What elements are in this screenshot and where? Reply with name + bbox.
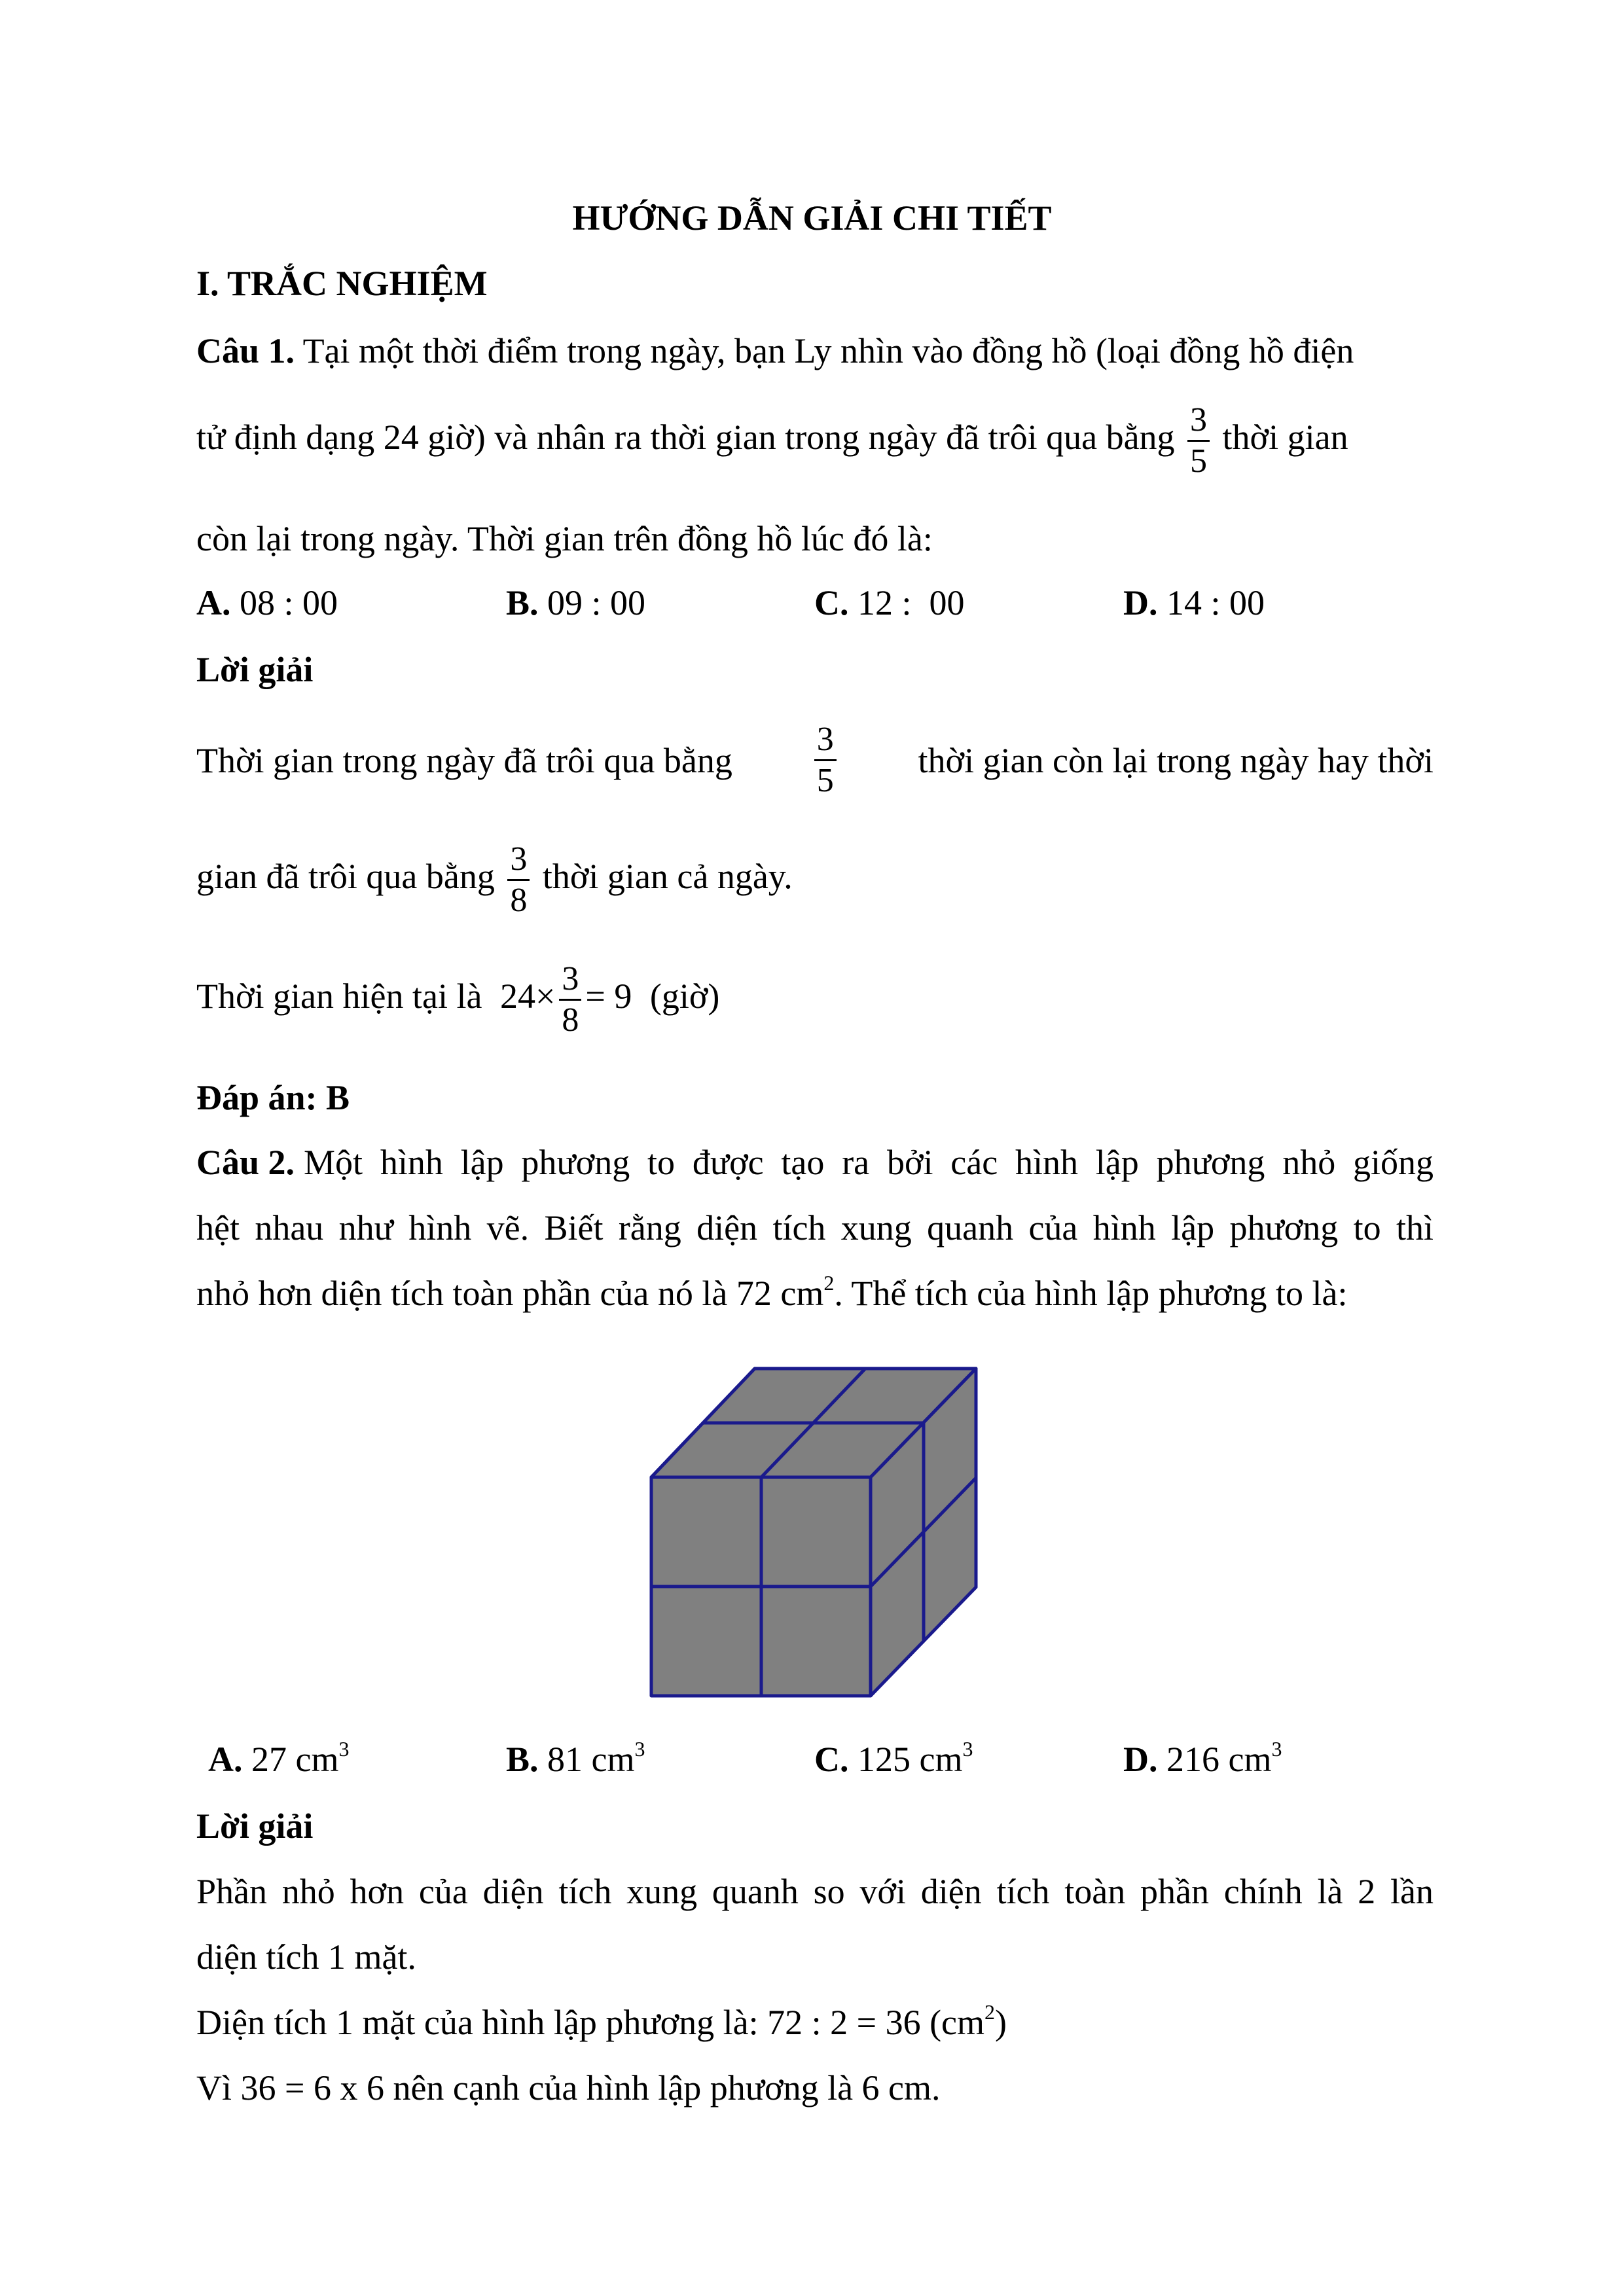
q1-fraction-denominator: 5	[1187, 440, 1210, 481]
q1-option-d-letter: D.	[1123, 583, 1158, 622]
q1-text-line1: Tại một thời điểm trong ngày, bạn Ly nhìn vào đồng hồ (loại đồng hồ điện	[302, 331, 1354, 370]
q1-sol1-denominator: 5	[814, 759, 837, 800]
q2-text-line1: Một hình lập phương to được tạo ra bởi các hình lập phương nhỏ giống	[304, 1143, 1434, 1182]
q1-option-c-letter: C.	[814, 583, 849, 622]
q1-option-b-letter: B.	[506, 583, 539, 622]
q1-option-a-letter: A.	[196, 583, 231, 622]
q2-option-b-letter: B.	[506, 1740, 539, 1779]
q1-sol1-fraction	[814, 720, 837, 800]
q1-text-line2a: tử định dạng 24 giờ) và nhân ra thời gian trong ngày đã trôi qua bằng	[196, 417, 1175, 457]
q1-option-a-text: 08 : 00	[240, 583, 338, 622]
q1-label: Câu 1.	[196, 331, 295, 370]
q1-line2	[196, 401, 1348, 481]
q1-sol3-fraction	[559, 960, 581, 1040]
q1-option-d-text: 14 : 00	[1166, 583, 1265, 622]
q2-option-d	[1123, 1738, 1282, 1781]
q2-option-a	[208, 1738, 349, 1781]
q1-line1	[196, 329, 1354, 372]
q1-sol2-numerator: 3	[510, 840, 528, 878]
q2-solution-label: Lời giải	[196, 1806, 314, 1846]
q2-sol3-sup: 2	[984, 2000, 996, 2024]
q2-solution-line3	[196, 2001, 1007, 2044]
q1-option-a	[196, 581, 338, 624]
q2-label: Câu 2.	[196, 1143, 295, 1182]
q2-option-c	[814, 1738, 973, 1781]
q2-option-d-sup: 3	[1271, 1737, 1282, 1761]
q1-answer: Đáp án: B	[196, 1078, 350, 1117]
q2-line2: hệt nhau như hình vẽ. Biết rằng diện tích xung quanh của hình lập phương to thì	[196, 1208, 1434, 1247]
q1-fraction-numerator: 3	[1190, 401, 1208, 439]
cube-figure	[645, 1365, 985, 1705]
q1-sol1-text-a: Thời gian trong ngày đã trôi qua bằng	[196, 740, 732, 780]
q2-text-line3-sup: 2	[823, 1271, 835, 1295]
q1-option-d	[1123, 581, 1265, 624]
q1-sol3-denominator: 8	[559, 999, 581, 1040]
q1-sol3-expr-pre: 24×	[499, 976, 556, 1016]
q2-option-a-sup: 3	[338, 1737, 350, 1761]
q2-option-a-letter: A.	[208, 1740, 243, 1779]
q1-option-b	[506, 581, 645, 624]
q1-solution-line2	[196, 840, 793, 920]
q2-option-d-text: 216 cm	[1166, 1740, 1272, 1779]
q2-option-c-letter: C.	[814, 1740, 849, 1779]
q1-text-line2b: thời gian	[1222, 417, 1348, 457]
q1-sol1-numerator: 3	[816, 721, 834, 758]
q2-option-d-letter: D.	[1123, 1740, 1158, 1779]
q1-sol3-text-b: (giờ)	[649, 976, 720, 1016]
q1-option-c-text: 12 : 00	[857, 583, 965, 622]
q2-option-c-sup: 3	[962, 1737, 973, 1761]
q1-sol3-expr-post: = 9	[585, 976, 632, 1016]
q1-line3: còn lại trong ngày. Thời gian trên đồng hồ lúc đó là:	[196, 519, 933, 558]
q1-sol3-numerator: 3	[562, 960, 579, 997]
q1-sol3-text-a: Thời gian hiện tại là	[196, 976, 482, 1016]
q2-text-line3b: . Thể tích của hình lập phương to là:	[834, 1274, 1348, 1313]
q2-option-b	[506, 1738, 645, 1781]
q2-option-a-text: 27 cm	[251, 1740, 339, 1779]
q1-sol2-fraction	[507, 840, 530, 920]
q2-sol3-text-b: )	[995, 2003, 1007, 2042]
q2-solution-line4: Vì 36 = 6 x 6 nên cạnh của hình lập phương là 6 cm.	[196, 2068, 941, 2108]
page-title: HƯỚNG DẪN GIẢI CHI TIẾT	[572, 198, 1052, 238]
q1-solution-line3	[196, 960, 719, 1040]
q1-solution-line1	[196, 720, 1434, 800]
q1-sol2-text-a: gian đã trôi qua bằng	[196, 856, 495, 896]
q1-sol2-text-b: thời gian cả ngày.	[542, 856, 793, 896]
q2-line3	[196, 1272, 1348, 1315]
q2-option-b-sup: 3	[634, 1737, 645, 1761]
q2-sol3-text-a: Diện tích 1 mặt của hình lập phương là: 72 : 2 = 36 (cm	[196, 2003, 985, 2042]
q2-solution-line1: Phần nhỏ hơn của diện tích xung quanh so với diện tích toàn phần chính là 2 lần	[196, 1872, 1434, 1911]
section-heading: I. TRẮC NGHIỆM	[196, 264, 488, 303]
q1-solution-label: Lời giải	[196, 650, 314, 689]
q1-fraction	[1187, 401, 1210, 481]
q2-text-line3a: nhỏ hơn diện tích toàn phần của nó là 72 cm	[196, 1274, 824, 1313]
q1-sol1-text-b: thời gian còn lại trong ngày hay thời	[918, 740, 1434, 780]
q2-solution-line2: diện tích 1 mặt.	[196, 1937, 416, 1977]
q1-option-c	[814, 581, 965, 624]
q1-sol2-denominator: 8	[507, 879, 530, 920]
q2-option-b-text: 81 cm	[547, 1740, 635, 1779]
q1-option-b-text: 09 : 00	[547, 583, 646, 622]
q2-line1	[196, 1141, 1434, 1184]
q2-option-c-text: 125 cm	[857, 1740, 963, 1779]
